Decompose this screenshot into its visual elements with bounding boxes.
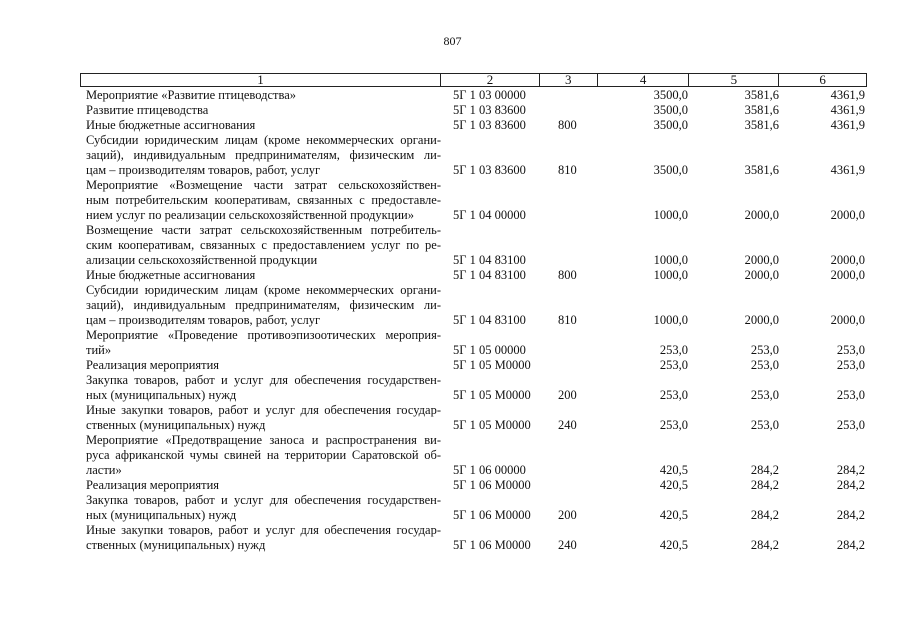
page-number: 807 bbox=[443, 34, 462, 48]
description-line: цам – производителям товаров, работ, услуг bbox=[86, 163, 321, 177]
row-type: 240 bbox=[558, 418, 577, 432]
row-description bbox=[80, 223, 441, 268]
column-header-3: 3 bbox=[540, 74, 598, 86]
description-line: Возмещение части затрат сельскохозяйственным потребитель- bbox=[86, 223, 441, 237]
row-value-6: 4361,9 bbox=[830, 118, 865, 132]
column-header-5: 5 bbox=[689, 74, 779, 86]
row-description bbox=[80, 118, 441, 133]
row-value-6: 2000,0 bbox=[830, 313, 865, 327]
table-row bbox=[80, 358, 867, 373]
row-value-6: 284,2 bbox=[836, 538, 865, 552]
row-description bbox=[80, 433, 441, 478]
row-description bbox=[80, 493, 441, 523]
row-description bbox=[80, 328, 441, 358]
row-value-6: 2000,0 bbox=[830, 208, 865, 222]
row-value-6: 284,2 bbox=[836, 478, 865, 492]
table-row bbox=[80, 328, 867, 358]
description-line: Реализация мероприятия bbox=[86, 358, 220, 372]
description-line: ским кооперативам, связанных с предоставлением услуг по ре- bbox=[86, 238, 441, 252]
description-line: ственных (муниципальных) нужд bbox=[86, 538, 266, 552]
row-value-5: 253,0 bbox=[750, 388, 779, 402]
row-value-4: 3500,0 bbox=[653, 88, 688, 102]
description-line: заций), индивидуальным предпринимателям, физическим ли- bbox=[86, 298, 441, 312]
row-value-4: 420,5 bbox=[659, 463, 688, 477]
table-row bbox=[80, 88, 867, 103]
description-line: Иные закупки товаров, работ и услуг для обеспечения государ- bbox=[86, 403, 441, 417]
row-code: 5Г 1 06 М0000 bbox=[453, 538, 531, 552]
description-line: Иные бюджетные ассигнования bbox=[86, 268, 256, 282]
row-code: 5Г 1 04 83100 bbox=[453, 253, 526, 267]
row-value-6: 284,2 bbox=[836, 508, 865, 522]
row-description bbox=[80, 403, 441, 433]
table-row bbox=[80, 103, 867, 118]
description-line: Реализация мероприятия bbox=[86, 478, 220, 492]
row-code: 5Г 1 06 М0000 bbox=[453, 508, 531, 522]
table-row bbox=[80, 178, 867, 223]
row-value-5: 3581,6 bbox=[744, 118, 779, 132]
column-header-2: 2 bbox=[441, 74, 540, 86]
row-value-4: 1000,0 bbox=[653, 268, 688, 282]
column-header-1: 1 bbox=[81, 74, 441, 86]
row-value-4: 420,5 bbox=[659, 538, 688, 552]
row-code: 5Г 1 04 83100 bbox=[453, 313, 526, 327]
row-code: 5Г 1 03 83600 bbox=[453, 163, 526, 177]
row-value-6: 4361,9 bbox=[830, 163, 865, 177]
row-description bbox=[80, 88, 441, 103]
row-value-4: 3500,0 bbox=[653, 118, 688, 132]
table-row bbox=[80, 478, 867, 493]
description-line: Закупка товаров, работ и услуг для обеспечения государствен- bbox=[86, 493, 441, 507]
row-description bbox=[80, 523, 441, 553]
row-value-5: 2000,0 bbox=[744, 268, 779, 282]
row-value-4: 253,0 bbox=[659, 388, 688, 402]
row-value-5: 2000,0 bbox=[744, 313, 779, 327]
description-line: Мероприятие «Предотвращение заноса и распространения ви- bbox=[86, 433, 441, 447]
description-line: ных (муниципальных) нужд bbox=[86, 388, 237, 402]
row-value-4: 253,0 bbox=[659, 418, 688, 432]
table-row bbox=[80, 283, 867, 328]
row-value-6: 284,2 bbox=[836, 463, 865, 477]
description-line: руса африканской чумы свиней на территории Саратовской об- bbox=[86, 448, 441, 462]
description-line: Развитие птицеводства bbox=[86, 103, 209, 117]
row-type: 200 bbox=[558, 388, 577, 402]
row-value-5: 284,2 bbox=[750, 478, 779, 492]
row-value-5: 2000,0 bbox=[744, 253, 779, 267]
table-row bbox=[80, 493, 867, 523]
row-code: 5Г 1 05 М0000 bbox=[453, 388, 531, 402]
row-description bbox=[80, 103, 441, 118]
row-value-6: 253,0 bbox=[836, 418, 865, 432]
row-value-4: 3500,0 bbox=[653, 163, 688, 177]
row-type: 800 bbox=[558, 268, 577, 282]
description-line: заций), индивидуальным предпринимателям, физическим ли- bbox=[86, 148, 441, 162]
column-header-6: 6 bbox=[819, 72, 826, 87]
row-value-4: 420,5 bbox=[659, 508, 688, 522]
description-line: Мероприятие «Развитие птицеводства» bbox=[86, 88, 296, 102]
row-value-5: 284,2 bbox=[750, 463, 779, 477]
row-value-5: 3581,6 bbox=[744, 88, 779, 102]
row-description bbox=[80, 358, 441, 373]
column-header-4: 4 bbox=[598, 74, 690, 86]
table-row bbox=[80, 268, 867, 283]
description-line: Мероприятие «Возмещение части затрат сельскохозяйствен- bbox=[86, 178, 441, 192]
row-value-4: 1000,0 bbox=[653, 313, 688, 327]
row-value-5: 253,0 bbox=[750, 343, 779, 357]
row-code: 5Г 1 04 00000 bbox=[453, 208, 526, 222]
row-value-6: 4361,9 bbox=[830, 103, 865, 117]
table-header bbox=[80, 73, 867, 87]
row-value-4: 1000,0 bbox=[653, 253, 688, 267]
row-value-4: 1000,0 bbox=[653, 208, 688, 222]
description-line: Субсидии юридическим лицам (кроме некоммерческих органи- bbox=[86, 283, 441, 297]
row-code: 5Г 1 03 00000 bbox=[453, 88, 526, 102]
table-row bbox=[80, 373, 867, 403]
row-value-4: 420,5 bbox=[659, 478, 688, 492]
row-value-4: 253,0 bbox=[659, 358, 688, 372]
row-description bbox=[80, 373, 441, 403]
row-code: 5Г 1 03 83600 bbox=[453, 118, 526, 132]
row-value-5: 253,0 bbox=[750, 418, 779, 432]
row-value-6: 253,0 bbox=[836, 388, 865, 402]
row-value-6: 253,0 bbox=[836, 343, 865, 357]
row-type: 800 bbox=[558, 118, 577, 132]
row-code: 5Г 1 06 00000 bbox=[453, 463, 526, 477]
description-line: нием услуг по реализации сельскохозяйственной продукции» bbox=[86, 208, 414, 222]
description-line: Мероприятие «Проведение противоэпизоотических мероприя- bbox=[86, 328, 441, 342]
description-line: тий» bbox=[86, 343, 112, 357]
description-line: Закупка товаров, работ и услуг для обеспечения государствен- bbox=[86, 373, 441, 387]
row-value-5: 284,2 bbox=[750, 508, 779, 522]
row-value-4: 3500,0 bbox=[653, 103, 688, 117]
row-type: 240 bbox=[558, 538, 577, 552]
row-value-6: 253,0 bbox=[836, 358, 865, 372]
row-description bbox=[80, 178, 441, 223]
table-row bbox=[80, 433, 867, 478]
row-value-6: 2000,0 bbox=[830, 253, 865, 267]
row-code: 5Г 1 03 83600 bbox=[453, 103, 526, 117]
description-line: Иные бюджетные ассигнования bbox=[86, 118, 256, 132]
row-code: 5Г 1 05 М0000 bbox=[453, 358, 531, 372]
row-code: 5Г 1 06 М0000 bbox=[453, 478, 531, 492]
description-line: ласти» bbox=[86, 463, 122, 477]
table-row bbox=[80, 403, 867, 433]
description-line: ственных (муниципальных) нужд bbox=[86, 418, 266, 432]
table-row bbox=[80, 223, 867, 268]
row-type: 200 bbox=[558, 508, 577, 522]
row-code: 5Г 1 05 00000 bbox=[453, 343, 526, 357]
row-value-5: 3581,6 bbox=[744, 103, 779, 117]
row-description bbox=[80, 133, 441, 178]
table-row bbox=[80, 118, 867, 133]
description-line: ализации сельскохозяйственной продукции bbox=[86, 253, 318, 267]
row-description bbox=[80, 283, 441, 328]
row-value-6: 4361,9 bbox=[830, 88, 865, 102]
row-code: 5Г 1 04 83100 bbox=[453, 268, 526, 282]
row-type: 810 bbox=[558, 313, 577, 327]
row-value-5: 253,0 bbox=[750, 358, 779, 372]
description-line: цам – производителям товаров, работ, услуг bbox=[86, 313, 321, 327]
description-line: ных (муниципальных) нужд bbox=[86, 508, 237, 522]
description-line: Субсидии юридическим лицам (кроме некоммерческих органи- bbox=[86, 133, 441, 147]
table-body bbox=[80, 88, 867, 553]
row-value-5: 2000,0 bbox=[744, 208, 779, 222]
row-value-5: 3581,6 bbox=[744, 163, 779, 177]
row-value-5: 284,2 bbox=[750, 538, 779, 552]
table-row bbox=[80, 523, 867, 553]
description-line: Иные закупки товаров, работ и услуг для обеспечения государ- bbox=[86, 523, 441, 537]
row-description bbox=[80, 268, 441, 283]
table-row bbox=[80, 133, 867, 178]
row-type: 810 bbox=[558, 163, 577, 177]
description-line: ным потребительским кооперативам, связанных с предоставле- bbox=[86, 193, 441, 207]
row-description bbox=[80, 478, 441, 493]
row-value-4: 253,0 bbox=[659, 343, 688, 357]
row-code: 5Г 1 05 М0000 bbox=[453, 418, 531, 432]
row-value-6: 2000,0 bbox=[830, 268, 865, 282]
